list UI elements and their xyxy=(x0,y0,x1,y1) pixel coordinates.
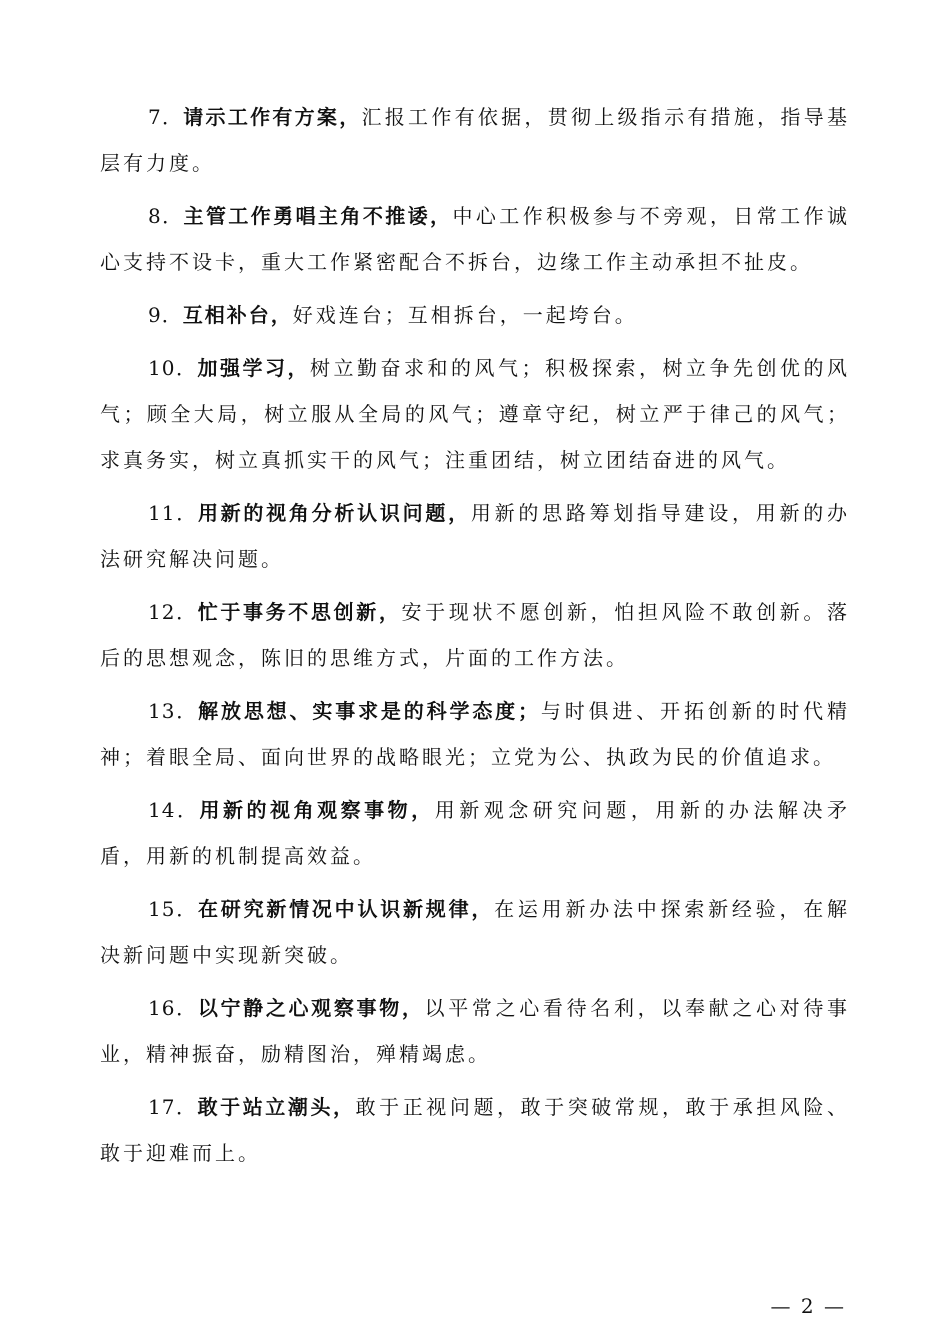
item-text: 敢于正视问题，敢于突破常规，敢于承担风险、敢于迎难而上。 xyxy=(100,1095,851,1165)
list-item xyxy=(100,589,850,681)
item-number: 11． xyxy=(148,501,198,525)
item-number: 16． xyxy=(148,996,198,1020)
item-lead: 以宁静之心观察事物， xyxy=(197,996,425,1020)
list-item xyxy=(100,490,850,582)
item-number: 17． xyxy=(148,1095,198,1119)
list-item xyxy=(100,292,850,338)
list-item xyxy=(100,94,850,186)
item-lead: 忙于事务不思创新， xyxy=(197,600,402,624)
item-number: 7． xyxy=(148,105,184,129)
item-lead: 主管工作勇唱主角不推诿， xyxy=(183,204,453,228)
item-text: 与时俱进、开拓创新的时代精神；着眼全局、面向世界的战略眼光；立党为公、执政为民的价值追求。 xyxy=(100,699,851,769)
list-item xyxy=(100,985,850,1077)
item-lead: 敢于站立潮头， xyxy=(197,1095,356,1119)
item-text: 汇报工作有依据，贯彻上级指示有措施，指导基层有力度。 xyxy=(100,105,851,175)
item-text: 树立勤奋求和的风气；积极探索，树立争先创优的风气；顾全大局，树立服从全局的风气；遵章守纪，树立严于律己的风气；求真务实，树立真抓实干的风气；注重团结，树立团结奋进的风气。 xyxy=(100,356,851,472)
list-item xyxy=(100,1084,850,1176)
item-text: 好戏连台；互相拆台，一起垮台。 xyxy=(292,303,638,327)
item-number: 13． xyxy=(148,699,199,723)
item-lead: 请示工作有方案， xyxy=(183,105,362,129)
item-text: 用新观念研究问题，用新的办法解决矛盾，用新的机制提高效益。 xyxy=(100,798,851,868)
item-number: 12． xyxy=(148,600,198,624)
list-item xyxy=(100,886,850,978)
item-text: 在运用新办法中探索新经验，在解决新问题中实现新突破。 xyxy=(100,897,851,967)
list-item xyxy=(100,688,850,780)
item-text: 中心工作积极参与不旁观，日常工作诚心支持不设卡，重大工作紧密配合不拆台，边缘工作主动承担不扯皮。 xyxy=(100,204,850,274)
item-number: 15． xyxy=(148,897,199,921)
list-item xyxy=(100,193,850,285)
item-text: 以平常之心看待名利，以奉献之心对待事业，精神振奋，励精图治，殚精竭虑。 xyxy=(100,996,851,1066)
document-body xyxy=(100,94,850,1183)
item-number: 9． xyxy=(148,303,183,327)
page-number: — 2 — xyxy=(770,1294,846,1318)
item-lead: 互相补台， xyxy=(182,303,293,327)
list-item xyxy=(100,787,850,879)
item-text: 用新的思路筹划指导建设，用新的办法研究解决问题。 xyxy=(100,501,851,571)
item-lead: 用新的视角观察事物， xyxy=(199,798,435,822)
item-text: 安于现状不愿创新，怕担风险不敢创新。落后的思想观念，陈旧的思维方式，片面的工作方法。 xyxy=(100,600,851,670)
item-lead: 解放思想、实事求是的科学态度； xyxy=(198,699,541,723)
item-number: 8． xyxy=(148,204,184,228)
item-number: 14． xyxy=(148,798,200,822)
item-number: 10． xyxy=(148,356,198,380)
item-lead: 在研究新情况中认识新规律， xyxy=(198,897,495,921)
item-lead: 加强学习， xyxy=(197,356,310,380)
item-lead: 用新的视角分析认识问题， xyxy=(197,501,471,525)
list-item xyxy=(100,345,850,483)
